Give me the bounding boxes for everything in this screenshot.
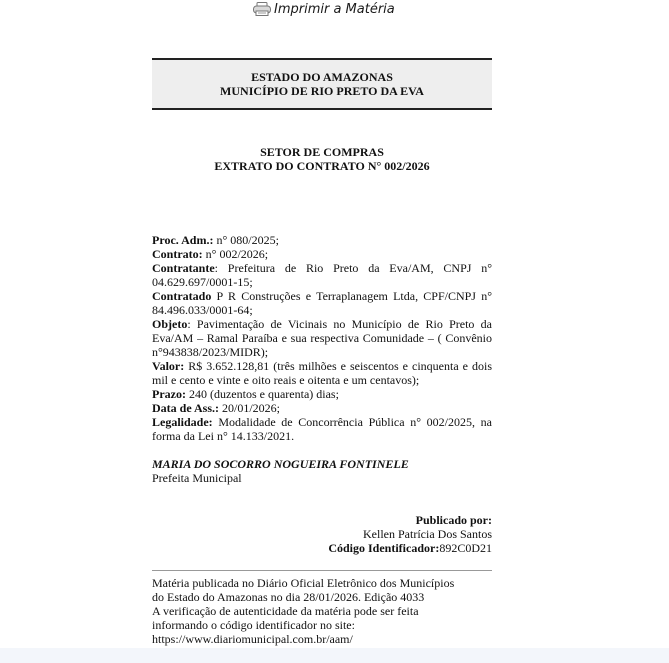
signatory-name: MARIA DO SOCORRO NOGUEIRA FONTINELE: [152, 457, 409, 471]
field-value: Modalidade de Concorrência Pública n° 002/2025, na forma da Lei n° 14.133/2021.: [152, 415, 492, 443]
field-legalidade: [152, 415, 492, 443]
field-label: Prazo:: [152, 387, 186, 401]
signatory-role: Prefeita Municipal: [152, 471, 242, 485]
identifier-code: [152, 541, 492, 555]
field-objeto: [152, 317, 492, 359]
footer-line: do Estado do Amazonas no dia 28/01/2026. Edição 4033: [152, 590, 425, 604]
footer-line: A verificação de autenticidade da matéria pode ser feita: [152, 604, 419, 618]
department-title: SETOR DE COMPRAS: [260, 145, 384, 159]
field-contratante: [152, 261, 492, 289]
printer-icon[interactable]: [253, 2, 271, 16]
field-value: 20/01/2026;: [219, 401, 281, 415]
document-title: [152, 145, 492, 173]
field-label: Objeto: [152, 317, 188, 331]
published-by-author: Kellen Patrícia Dos Santos: [363, 527, 492, 541]
field-contrato: [152, 247, 492, 261]
state-name: ESTADO DO AMAZONAS: [251, 70, 393, 84]
field-value: 240 (duzentos e quarenta) dias;: [185, 387, 339, 401]
field-value: n° 080/2025;: [213, 233, 279, 247]
field-data-ass: [152, 401, 492, 415]
field-label: Data de Ass.:: [152, 401, 220, 415]
field-label: Contratante: [152, 261, 215, 275]
field-value: R$ 3.652.128,81 (três milhões e seiscentos e cinquenta e dois mil e cento e vinte e oito reais e oitenta e um centavos);: [152, 359, 492, 387]
print-article-label[interactable]: Imprimir a Matéria: [274, 1, 395, 17]
state-header: [152, 58, 492, 110]
published-by-block: [152, 513, 492, 555]
field-label: Contratado: [152, 289, 212, 303]
publication-footer: [152, 576, 492, 646]
field-value: : Prefeitura de Rio Preto da Eva/AM, CNPJ n° 04.629.697/0001-15;: [152, 261, 492, 289]
contract-extract-title: EXTRATO DO CONTRATO N° 002/2026: [214, 159, 430, 173]
footer-line: Matéria publicada no Diário Oficial Eletrônico dos Municípios: [152, 576, 455, 590]
contract-fields: [152, 233, 492, 443]
field-value: : Pavimentação de Vicinais no Município de Rio Preto da Eva/AM – Ramal Paraíba e sua respectiva Comunidade – ( Convênio n°943838/2023/MIDR);: [152, 317, 492, 359]
bottom-strip: [0, 648, 669, 663]
field-value: n° 002/2026;: [202, 247, 269, 261]
field-label: Proc. Adm.:: [152, 233, 214, 247]
identifier-code-label: Código Identificador:: [328, 541, 440, 555]
field-prazo: [152, 387, 492, 401]
field-contratado: [152, 289, 492, 317]
field-label: Legalidade:: [152, 415, 213, 429]
municipality-name: MUNICÍPIO DE RIO PRETO DA EVA: [220, 84, 424, 98]
field-valor: [152, 359, 492, 387]
published-by-label: Publicado por:: [415, 513, 492, 527]
field-value: P R Construções e Terraplanagem Ltda, CPF/CNPJ n° 84.496.033/0001-64;: [152, 289, 492, 317]
field-label: Valor:: [152, 359, 185, 373]
verification-url: https://www.diariomunicipal.com.br/aam/: [152, 632, 353, 646]
field-proc-adm: [152, 233, 492, 247]
print-article-link[interactable]: [253, 0, 395, 18]
footer-divider: [152, 570, 492, 571]
identifier-code-value: 892C0D21: [439, 541, 492, 555]
footer-line: informando o código identificador no site:: [152, 618, 355, 632]
field-label: Contrato:: [152, 247, 203, 261]
